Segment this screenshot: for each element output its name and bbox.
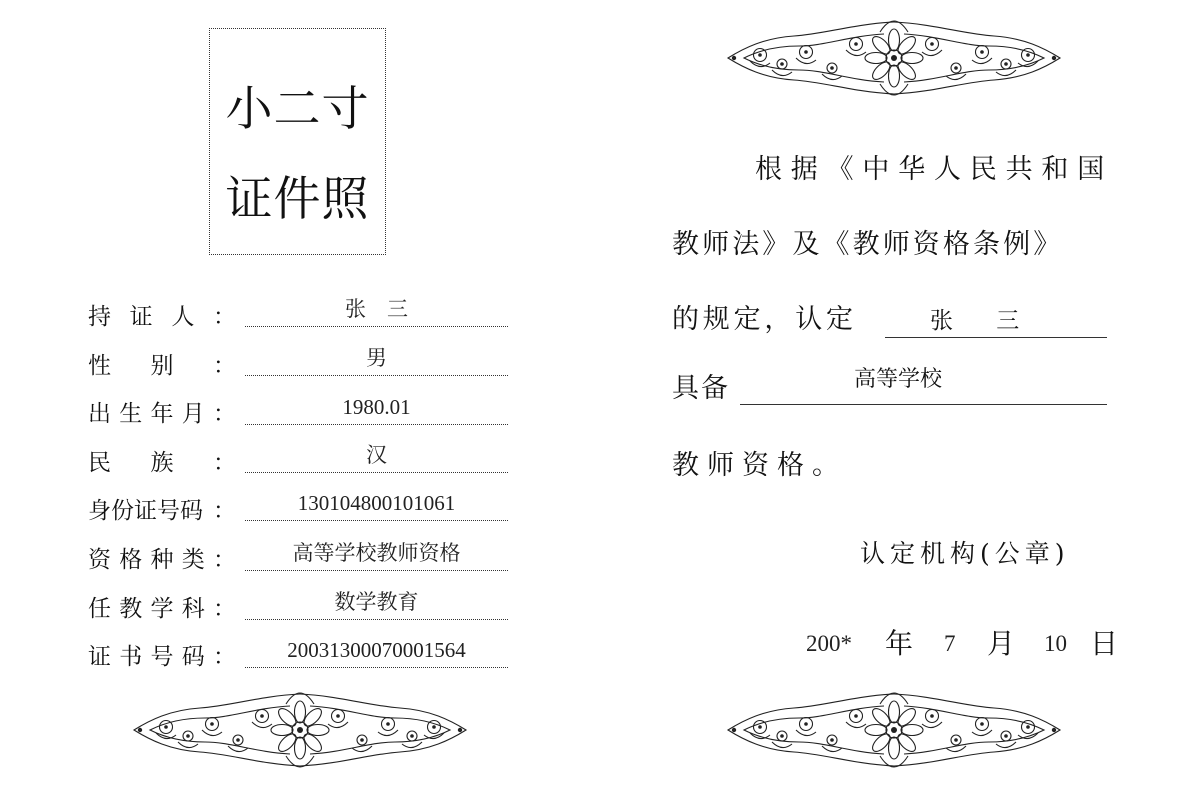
certificate-number-label: 证 书 号 码 ： — [88, 644, 236, 670]
ornament-top-right — [726, 14, 1062, 102]
id-number-field — [245, 490, 508, 521]
certificate-number-value: 20031300070001564 — [287, 638, 466, 662]
ethnicity-label: 民 族 ： — [88, 450, 236, 476]
ornament-bottom-right — [726, 684, 1062, 776]
id-number-label: 身份证号码 ： — [88, 498, 236, 524]
photo-placeholder — [209, 28, 386, 255]
holder-name-blank — [885, 306, 1107, 338]
qualification-type-value: 高等学校教师资格 — [292, 541, 461, 565]
birth-value: 1980.01 — [342, 395, 411, 419]
subject-value: 数学教育 — [334, 590, 419, 614]
id-number-value: 130104800101061 — [297, 491, 456, 515]
gender-field — [245, 345, 508, 376]
date-month: 7 — [944, 631, 956, 656]
issuing-authority-seal: 认定机构(公章) — [860, 539, 1070, 568]
holder-name-value: 张 三 — [930, 308, 1038, 334]
birth-label: 出 生 年 月 ： — [88, 401, 236, 427]
ethnicity-value: 汉 — [366, 443, 387, 467]
date-day: 10 — [1044, 631, 1067, 656]
floral-ornament-icon — [728, 21, 1060, 95]
photo-size-label: 小二寸 — [225, 82, 370, 137]
holder-value: 张 三 — [345, 297, 408, 321]
statement-line-5: 教师资格。 — [672, 450, 847, 481]
holder-label: 持 证 人 ： — [88, 304, 236, 330]
gender-value: 男 — [366, 346, 387, 370]
holder-field — [245, 296, 508, 327]
qualification-blank — [740, 366, 1107, 405]
statement-line-2: 教师法》及《教师资格条例》 — [672, 229, 1064, 260]
statement-line-4: 具备 — [672, 373, 730, 404]
date-day-unit: 日 — [1090, 627, 1119, 660]
birth-field — [245, 394, 508, 425]
ethnicity-field — [245, 442, 508, 473]
qualification-type-field — [245, 540, 508, 571]
subject-label: 任 教 学 科 ： — [88, 596, 236, 622]
statement-line-1: 根据《中华人民共和国 — [755, 154, 1113, 185]
date-month-unit: 月 — [987, 627, 1016, 660]
subject-field — [245, 589, 508, 620]
floral-ornament-icon — [134, 693, 466, 767]
ornament-bottom-left — [132, 684, 468, 776]
floral-ornament-icon — [728, 693, 1060, 767]
date-year-unit: 年 — [885, 627, 914, 660]
gender-label: 性 别 ： — [88, 353, 236, 379]
statement-line-3: 的规定，认定 — [672, 304, 857, 335]
certificate-number-field — [245, 637, 508, 668]
date-year: 200* — [806, 631, 852, 656]
qualification-value: 高等学校 — [854, 366, 943, 391]
photo-type-label: 证件照 — [225, 172, 370, 227]
qualification-type-label: 资 格 种 类 ： — [88, 547, 236, 573]
